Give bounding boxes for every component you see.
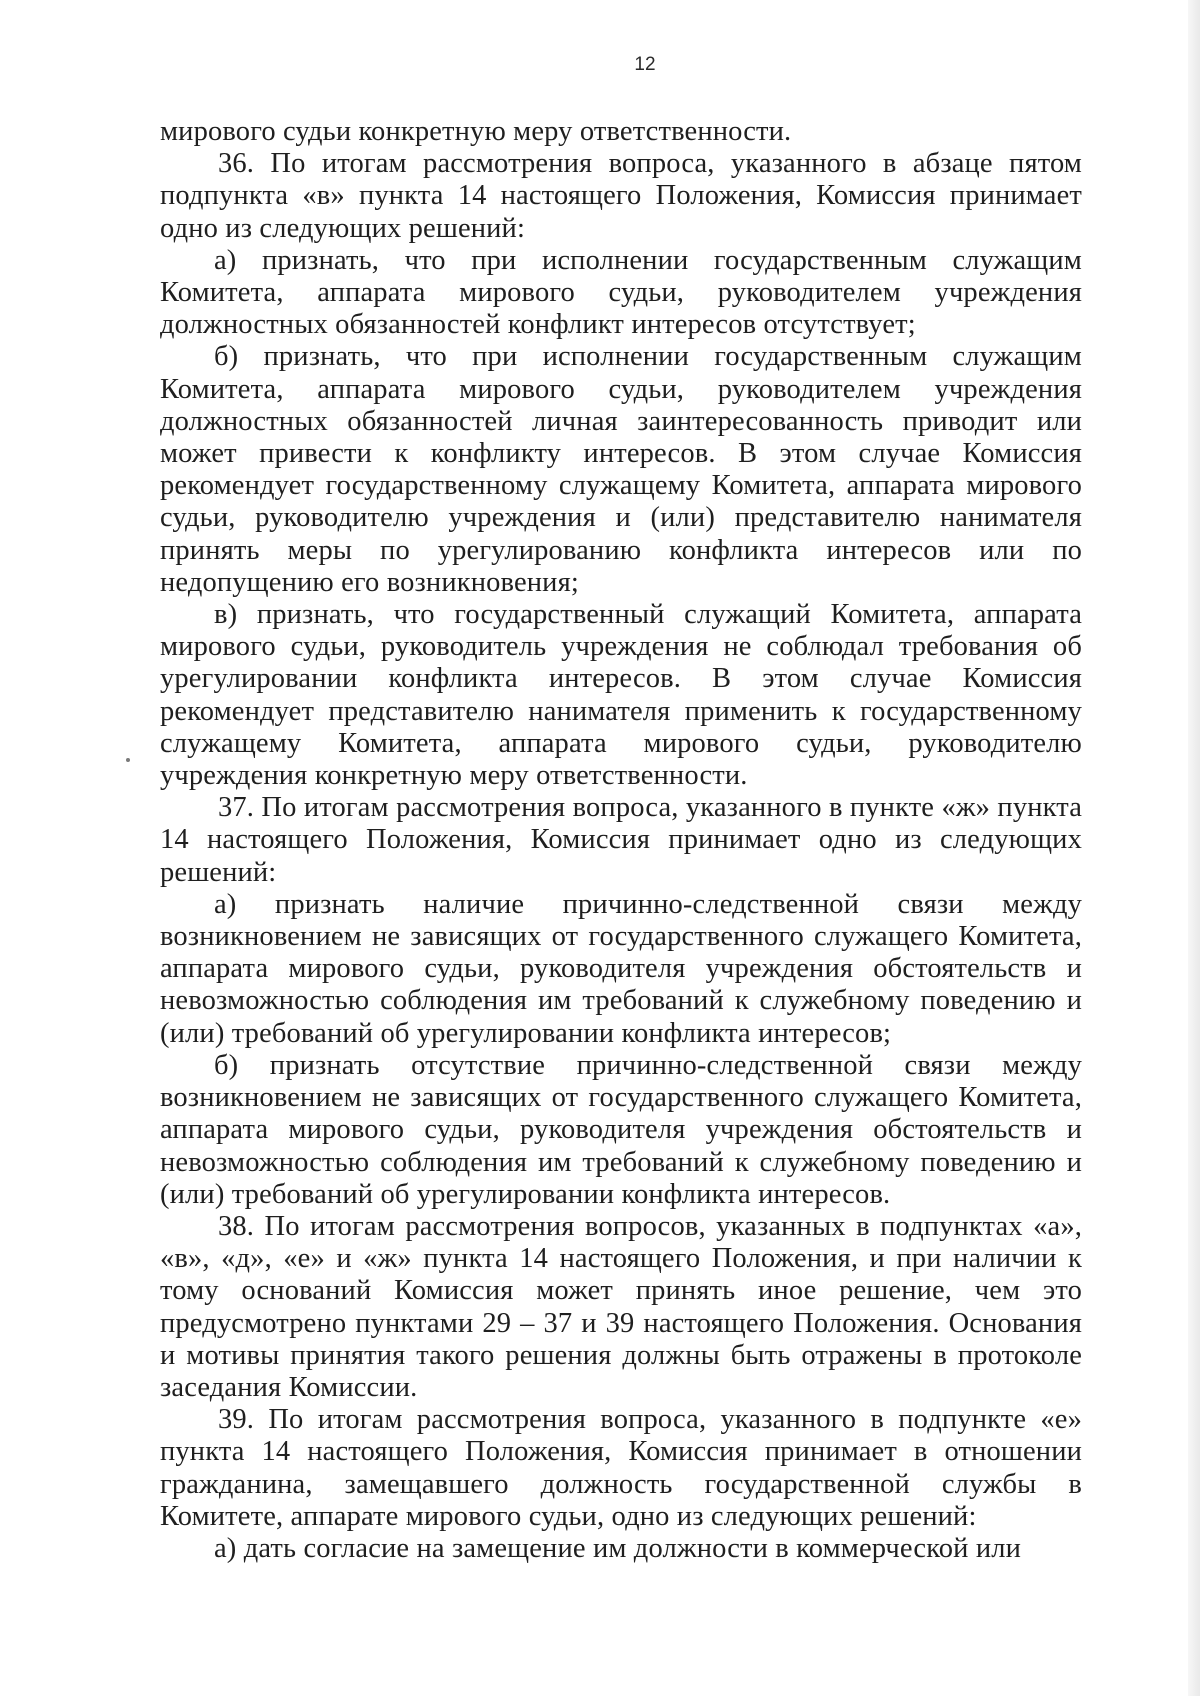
paragraph-36-b: б) признать, что при исполнении государственным служащим Комитета, аппарата мирового судьи, руководителем учреждения должностных обязанностей личная заинтересованность приводит или может привести к конфликту интересов. В этом случае Комиссия рекомендует государственному служащему Комитета, аппарата мирового судьи, руководителю учреждения и (или) представителю нанимателя принять меры по урегулированию конфликта интересов или по недопущению его возникновения; — [160, 341, 1082, 598]
paragraph-37-a: а) признать наличие причинно-следственной связи между возникновением не зависящих от государственного служащего Комитета, аппарата мирового судьи, руководителя учреждения обстоятельств и невозможностью соблюдения им требований к служебному поведению и (или) требований об урегулировании конфликта интересов; — [160, 888, 1082, 1049]
paragraph-39: 39. По итогам рассмотрения вопроса, указанного в подпункте «е» пункта 14 настоящего Положения, Комиссия принимает в отношении гражданина, замещавшего должность государственной службы в Комитете, аппарате мирового судьи, одно из следующих решений: — [160, 1404, 1082, 1532]
paragraph-36-a: а) признать, что при исполнении государственным служащим Комитета, аппарата мирового судьи, руководителем учреждения должностных обязанностей конфликт интересов отсутствует; — [160, 244, 1082, 341]
paragraph-37: 37. По итогам рассмотрения вопроса, указанного в пункте «ж» пункта 14 настоящего Положения, Комиссия принимает одно из следующих решений: — [160, 792, 1082, 888]
scan-page-edge — [1188, 0, 1200, 1696]
paragraph-39-a: а) дать согласие на замещение им должности в коммерческой или — [214, 1532, 1022, 1564]
page-number: 12 — [634, 54, 656, 75]
paragraph-36-v: в) признать, что государственный служащий Комитета, аппарата мирового судьи, руководитель учреждения не соблюдал требования об урегулировании конфликта интересов. В этом случае Комиссия рекомендует представителю нанимателя применить к государственному служащему Комитета, аппарата мирового судьи, руководителю учреждения конкретную меру ответственности. — [160, 599, 1082, 792]
paragraph-38: 38. По итогам рассмотрения вопросов, указанных в подпунктах «а», «в», «д», «е» и «ж» пункта 14 настоящего Положения, и при наличии к тому оснований Комиссия может принять иное решение, чем это предусмотрено пунктами 29 – 37 и 39 настоящего Положения. Основания и мотивы принятия такого решения должны быть отражены в протоколе заседания Комиссии. — [160, 1210, 1082, 1403]
paragraph-37-b: б) признать отсутствие причинно-следственной связи между возникновением не зависящих от государственного служащего Комитета, аппарата мирового судьи, руководителя учреждения обстоятельств и невозможностью соблюдения им требований к служебному поведению и (или) требований об урегулировании конфликта интересов. — [160, 1049, 1082, 1210]
scan-artifact-dot — [126, 758, 130, 762]
paragraph-continuation: мирового судьи конкретную меру ответственности. — [160, 116, 792, 147]
document-body — [160, 116, 1082, 1565]
paragraph-36: 36. По итогам рассмотрения вопроса, указанного в абзаце пятом подпункта «в» пункта 14 настоящего Положения, Комиссия принимает одно из следующих решений: — [160, 148, 1082, 244]
